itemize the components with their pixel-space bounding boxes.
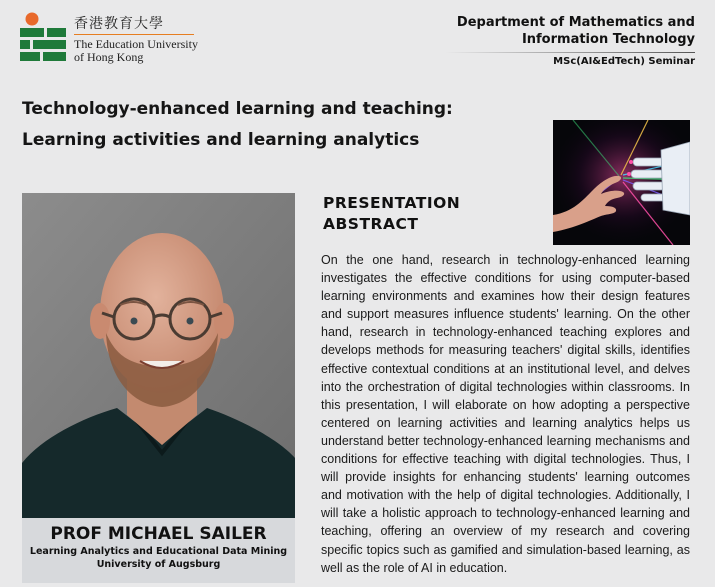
talk-title-line2: Learning activities and learning analytics: [22, 130, 420, 150]
university-name-chinese: 香港教育大學: [74, 16, 164, 32]
talk-title: [22, 94, 562, 156]
speaker-caption: [22, 518, 295, 583]
logo-divider: [74, 34, 194, 35]
department-line1: Department of Mathematics and: [456, 15, 695, 30]
talk-title-line1: Technology-enhanced learning and teaching:: [22, 99, 453, 119]
department-name: [457, 14, 695, 48]
abstract-heading-line2: ABSTRACT: [323, 215, 419, 233]
university-logo: [18, 12, 218, 70]
speaker-affiliation: University of Augsburg: [96, 559, 221, 570]
university-name-line1: The Education University: [74, 37, 198, 51]
abstract-text: On the one hand, research in technology-enhanced learning investigates the effective conditions for using computer-based learning environments and examines how their design features and support measures influence students' learning. On the other hand, research in technology-enhanced teaching explores and develops methods for measuring teachers' digital skills, identifies effective contextual conditions at an institutional level, and delves into the orchestration of digital technologies within classrooms. In this presentation, I will elaborate on how adopting a perspective centered on learning activities and learning analytics helps us understand better technology-enhanced learning mechanisms and conditions for effective teaching with digital technologies. Thus, I will provide insights for enhancing students' learning outcomes and motivation with the help of digital technologies. Additionally, I will take a holistic approach to technology-enhanced learning and teaching, offering an overview of my research and covering specific topics such as gamified and simulation-based learning, as well as the role of AI in education.: [321, 253, 690, 575]
human-robot-hands-image: [553, 120, 690, 245]
abstract-heading: [323, 193, 543, 235]
header-divider: [445, 52, 695, 53]
speaker-photo: [22, 193, 295, 583]
speaker-role: Learning Analytics and Educational Data Mining: [29, 546, 288, 557]
eduhk-logo-icon: [18, 12, 68, 68]
university-name-line2: of Hong Kong: [74, 50, 144, 64]
speaker-name: PROF MICHAEL SAILER: [50, 524, 267, 544]
seminar-label: MSc(AI&EdTech) Seminar: [553, 56, 695, 67]
department-line2: Information Technology: [521, 32, 695, 47]
abstract-heading-line1: PRESENTATION: [323, 194, 461, 212]
